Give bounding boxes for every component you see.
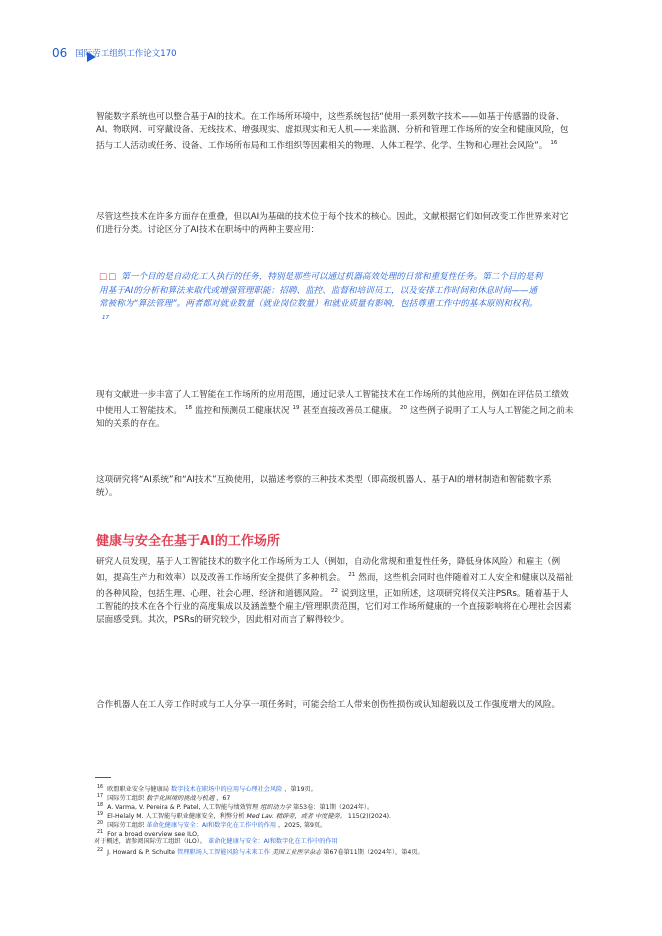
quote-text: 第一个目的是自动化工人执行的任务，特别是那些可以通过机器高效处理的日常和重复性任务。第二个目的是利用基于AI的分析和算法来取代或增强管理职能：招聘、监控、监督和培训员工，以及安排工作时间和休息时间——通常被称为“算法管理”。两者都对就业数量（就业岗位数量）和就业质量有影响，包括尊重工作中的基本原则和权利。 [99, 272, 543, 309]
footnote-17: $^{17}$ 国际劳工组织 数字化困境的挑战与机遇 ，67 [97, 794, 231, 803]
paragraph-cobots: 合作机器人在工人旁工作时或与工人分享一项任务时，可能会给工人带来创伤性损伤或认知超载以及工作强度增大的风险。 [96, 700, 561, 710]
paragraph-literature: 现有文献进一步丰富了人工智能在工作场所的应用范围，通过记录人工智能技术在工作场所的其他应用，例如在评估员工绩效中使用人工智能技术。 $^{18}$ 监控和预测员工健康状况 $^{19}$ 甚至直接改善员工健康。 $^{20}$ 这些例子说明了工人与人工智能之间之前未知的关系的存在。 [96, 390, 574, 429]
footnote-ref-21[interactable]: 21 [348, 572, 356, 578]
block-quote [99, 271, 543, 328]
paragraph-ai-core: 尽管这些技术在许多方面存在重叠，但以AI为基础的技术位于每个技术的核心。因此，文献根据它们如何改变工作世界来对它们进行分类。讨论区分了AI技术在职场中的两种主要应用： [96, 212, 569, 235]
series-title: 国际劳工组织工作论文170 [75, 49, 177, 59]
section-heading: 健康与安全在基于AI的工作场所 [96, 534, 280, 549]
footnote-19: $^{19}$ El-Helaly M. 人工智能与职业健康安全，利弊分析 Med Lav. 精辟旁，或者 中度健旁。 115(2)(2024). [97, 812, 392, 821]
footnote-ref-20[interactable]: 20 [400, 405, 408, 411]
footnote-ref-16[interactable]: 16 [550, 140, 558, 146]
footnote-ref-17[interactable]: 17 [102, 314, 109, 321]
footnote-link[interactable]: 革命化健康与安全：AI和数字化在工作中的作用 [207, 838, 338, 845]
footnote-22: $^{22}$ J. Howard & P. Schulte 管理职场人工智能风险与未来工作 美国工业医学杂志 第67卷第11期（2024年），第4页。 [97, 848, 424, 857]
footnote-20: $^{20}$ 国际劳工组织 革命化健康与安全：AI和数字化在工作中的作用 ，2025, 第9页。 [97, 821, 327, 830]
footnote-21-continued: 对于概述，请参阅国际劳工组织（ILO）。 革命化健康与安全：AI和数字化在工作中的作用 [94, 838, 338, 845]
footnote-ref-22[interactable]: 22 [331, 587, 339, 594]
footnote-link[interactable]: 革命化健康与安全：AI和数字化在工作中的作用 [146, 822, 277, 830]
page-number: 06 [52, 46, 68, 60]
footnote-divider [95, 777, 111, 778]
quote-marker: □□ [99, 272, 118, 282]
page-header [52, 46, 177, 60]
paragraph-terminology: 这项研究将“AI系统”和“AI技术”互换使用，以描述考察的三种技术类型（即高级机器人、基于AI的增材制造和智能数字系统）。 [96, 475, 552, 498]
footnote-18: $^{18}$ A. Varma, V. Pereira & P. Patel, 人工智能与绩效管理 组织动力学 第53卷：第1期（2024年）。 [97, 803, 374, 812]
paragraph-smart-digital-systems: 智能数字系统也可以整合基于AI的技术。在工作场所环境中，这些系统包括“使用一系列数字技术——如基于传感器的设备、AI、物联网、可穿戴设备、无线技术、增强现实、虚拟现实和无人机——来监测、分析和管理工作场所的安全和健康风险，包括与工人活动或任务、设备、工作场所布局和工作组织等因素相关的物理、人体工程学、化学、生物和心理社会风险”。 $^{16}$ [96, 112, 569, 151]
footnote-ref-19[interactable]: 19 [292, 405, 300, 411]
footnote-21: $^{21}$ For a broad overview see ILO, [97, 830, 200, 839]
footnote-link[interactable]: 管理职场人工智能风险与未来工作 [177, 849, 270, 857]
paragraph-opportunities-risks: 研究人员发现，基于人工智能技术的数字化工作场所为工人（例如，自动化常规和重复性任务，降低身体风险）和雇主（例如，提高生产力和效率）以及改善工作场所安全提供了多种机会。 $^{21}$ 然而，这些机会同时也伴随着对工人安全和健康以及福祉的各种风险，包括生理、心理、社会心理、经济和道德风险。 $^{22}$ 说到这里，正如所述，这项研究将仅关注PSRs。随着基于人工智能的技术在各个行业的高度集成以及涵盖整个雇主/管理职责范围，它们对工作场所健康的一个直接影响将在心理社会因素层面感受到。其次，PSRs的研究较少，因此相对而言了解得较少。 [96, 557, 574, 625]
footnote-link[interactable]: 数字技术在职场中的应用与心理社会风险 [170, 786, 283, 794]
footnote-ref-18[interactable]: 18 [184, 405, 192, 411]
triangle-icon [87, 52, 96, 62]
footnote-16: $^{16}$ 欧盟职业安全与健康局 数字技术在职场中的应用与心理社会风险 ，第19页。 [97, 785, 317, 794]
